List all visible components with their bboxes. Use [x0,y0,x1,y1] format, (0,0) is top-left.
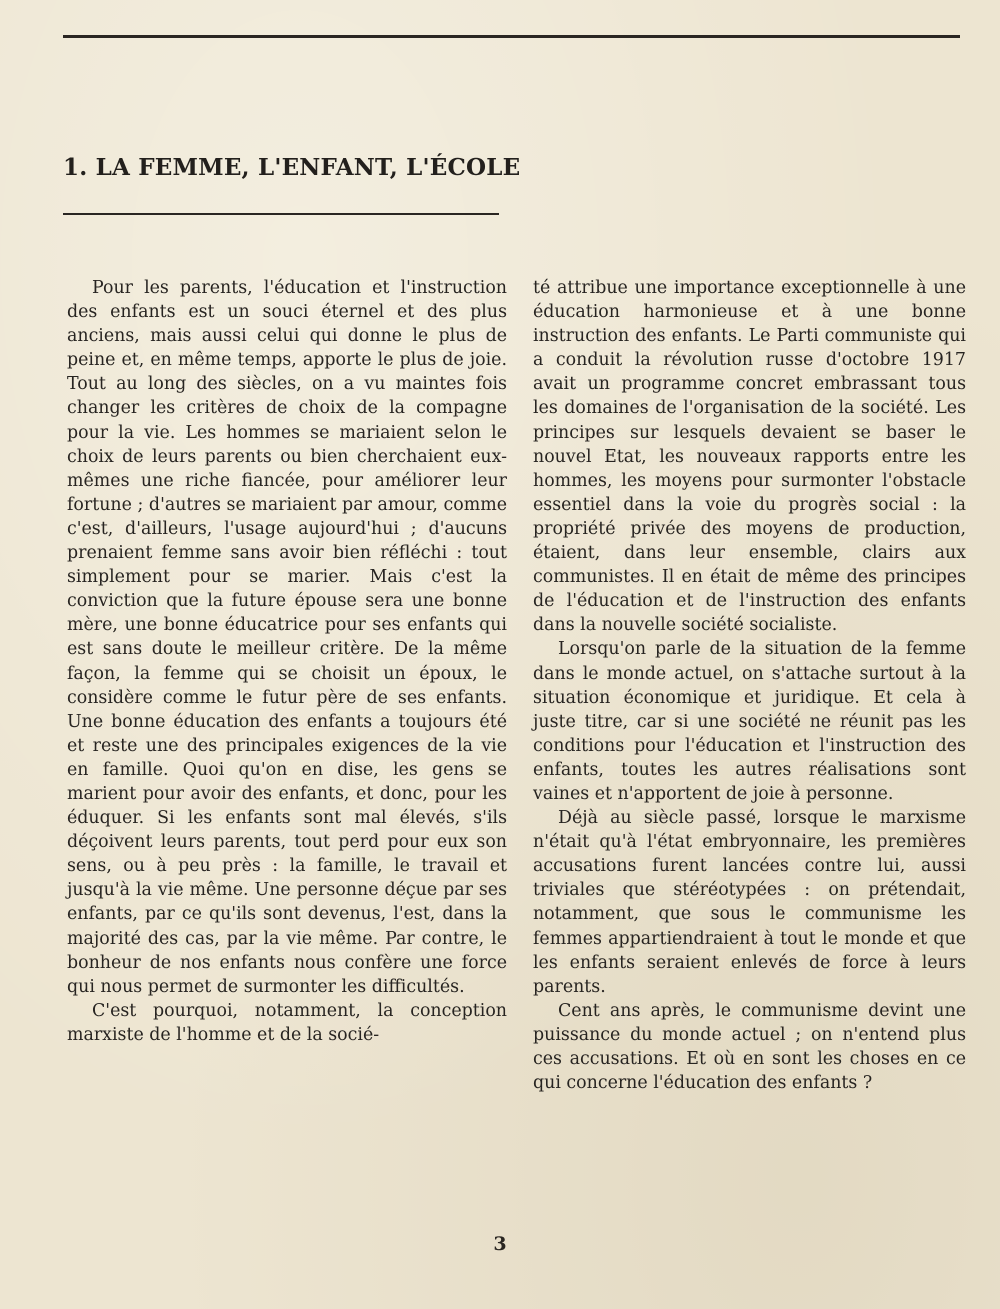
text-column-right [533,276,966,1095]
page-number: 3 [493,1233,507,1255]
top-rule [63,35,960,38]
chapter-title: 1. LA FEMME, L'ENFANT, L'ÉCOLE [63,154,521,181]
paragraph: Déjà au siècle passé, lorsque le marxisme n'était qu'à l'état embryonnaire, les premières accusations furent lancées contre lui, aussi triviales que stéréotypées : on prétendait, notamment, que sous le communisme les femmes appartiendraient à tout le monde et que les enfants seraient enlevés de force à leurs parents. [533,808,966,997]
paragraph-continued: té attribue une importance exceptionnelle à une éducation harmonieuse et à une bonne instruction des enfants. Le Parti communiste qui a conduit la révolution russe d'octobre 1917 avait un programme concret embrassant tous les domaines de l'organisation de la société. Les principes sur lesquels devaient se baser le nouvel Etat, les nouveaux rapports entre les hommes, les moyens pour surmonter l'obstacle essentiel dans la voie du progrès social : la propriété privée des moyens de production, étaient, dans leur ensemble, clairs aux communistes. Il en était de même des principes de l'éducation et de l'instruction des enfants dans la nouvelle société socialiste. [533,278,966,636]
paragraph: Lorsqu'on parle de la situation de la femme dans le monde actuel, on s'attache surtout à la situation économique et juridique. Et cela à juste titre, car si une société ne réunit pas les conditions pour l'éducation et l'instruction des enfants, toutes les autres réalisations sont vaines et n'apportent de joie à personne. [533,639,966,804]
text-column-left [67,276,507,1047]
paragraph: Pour les parents, l'éducation et l'instruction des enfants est un souci éternel et des plus anciens, mais aussi celui qui donne le plus de peine et, en même temps, apporte le plus de joie. Tout au long des siècles, on a vu maintes fois changer les critères de choix de la compagne pour la vie. Les hommes se mariaient selon le choix de leurs parents ou bien cherchaient eux-mêmes une riche fiancée, pour améliorer leur fortune ; d'autres se mariaient par amour, comme c'est, d'ailleurs, l'usage aujourd'hui ; d'aucuns prenaient femme sans avoir bien réfléchi : tout simplement pour se marier. Mais c'est la conviction que la future épouse sera une bonne mère, une bonne éducatrice pour ses enfants qui est sans doute le meilleur critère. De la même façon, la femme qui se choisit un époux, le considère comme le futur père de ses enfants. Une bonne éducation des enfants a toujours été et reste une des principales exigences de la vie en famille. Quoi qu'on en dise, les gens se marient pour avoir des enfants, et donc, pour les éduquer. Si les enfants sont mal élevés, s'ils déçoivent leurs parents, tout perd pour eux son sens, ou à peu près : la famille, le travail et jusqu'à la vie même. Une personne déçue par ses enfants, par ce qu'ils sont devenus, l'est, dans la majorité des cas, par la vie même. Par contre, le bonheur de nos enfants nous confère une force qui nous permet de surmonter les difficultés. [67,278,507,997]
paragraph: Cent ans après, le communisme devint une puissance du monde actuel ; on n'entend plus ces accusations. Et où en sont les choses en ce qui concerne l'éducation des enfants ? [533,1000,966,1094]
paragraph: C'est pourquoi, notamment, la conception marxiste de l'homme et de la socié- [67,1000,507,1045]
title-underline-rule [63,213,499,215]
